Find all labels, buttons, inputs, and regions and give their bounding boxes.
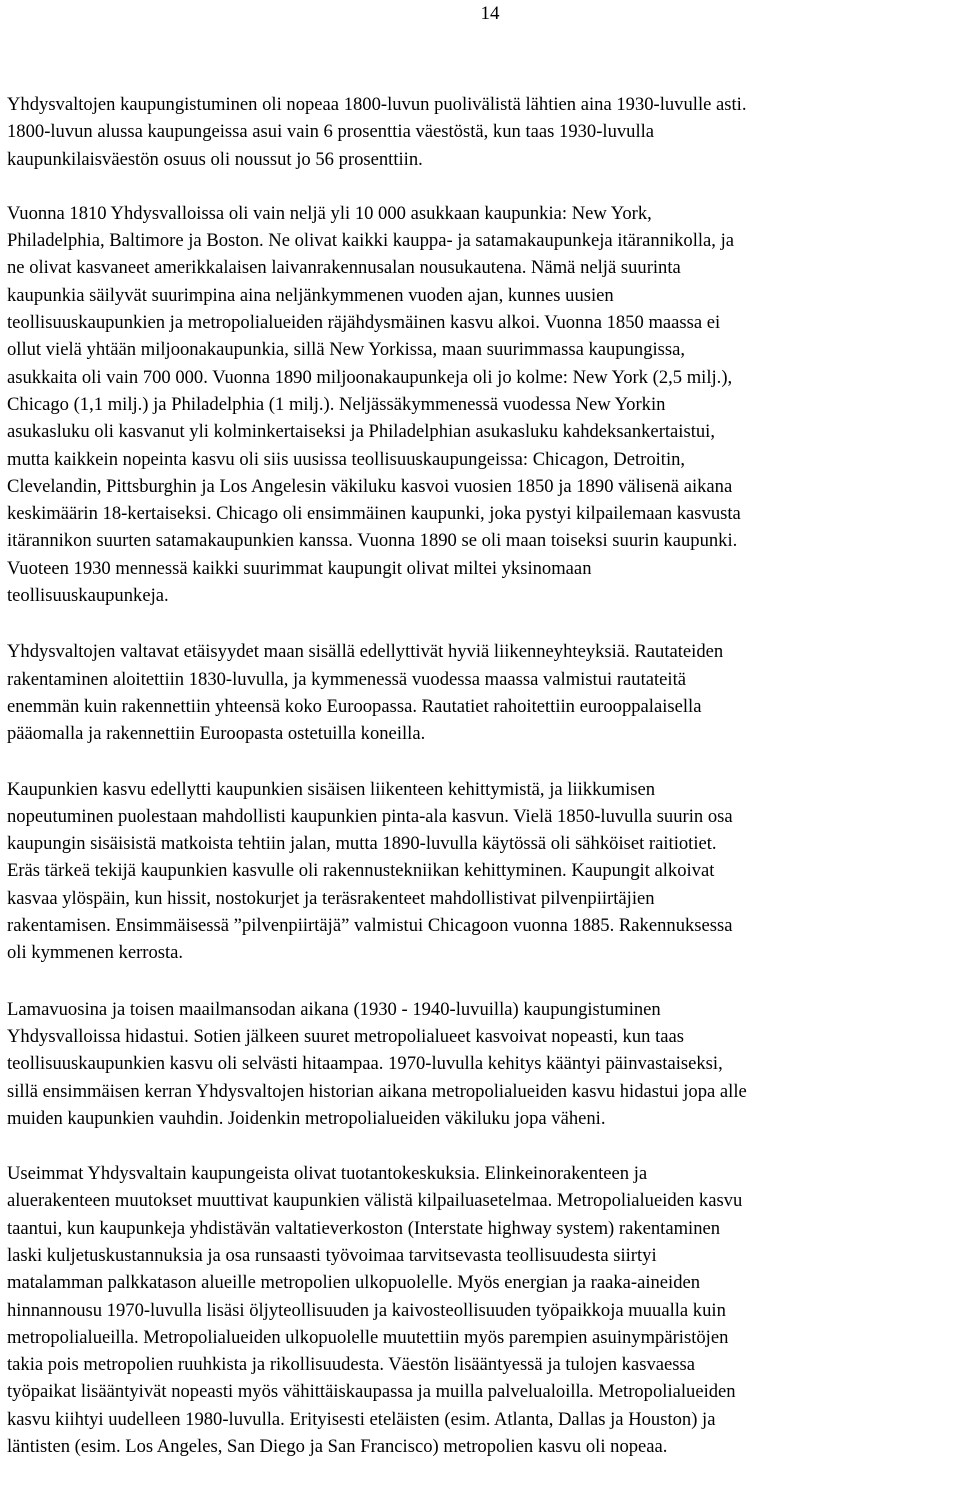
text-line: asukkaita oli vain 700 000. Vuonna 1890 miljoonakaupunkeja oli jo kolme: New York (2,5 milj.), <box>7 366 733 388</box>
text-line: taantui, kun kaupunkeja yhdistävän valtatieverkoston (Interstate highway system) rakentaminen <box>7 1217 721 1239</box>
text-line: Kaupunkien kasvu edellytti kaupunkien sisäisen liikenteen kehittymistä, ja liikkumisen <box>7 778 656 800</box>
text-line: Chicago (1,1 milj.) ja Philadelphia (1 milj.). Neljässäkymmenessä vuodessa New Yorkin <box>7 393 666 415</box>
text-line: aluerakenteen muutokset muuttivat kaupunkien välistä kilpailuasetelmaa. Metropolialueiden kasvu <box>7 1190 743 1212</box>
text-line: Philadelphia, Baltimore ja Boston. Ne olivat kaikki kauppa- ja satamakaupunkeja itärannikolla, ja <box>7 230 735 252</box>
text-line: läntisten (esim. Los Angeles, San Diego ja San Francisco) metropolien kasvu oli nopeaa. <box>7 1436 668 1458</box>
text-line: muiden kaupunkien vauhdin. Joidenkin metropolialueiden väkiluku jopa väheni. <box>7 1107 606 1129</box>
text-line: Eräs tärkeä tekijä kaupunkien kasvulle oli rakennustekniikan kehittyminen. Kaupungit alkoivat <box>7 860 715 882</box>
text-line: takia pois metropolien ruuhkista ja rikollisuudesta. Väestön lisääntyessä ja tulojen kasvaessa <box>7 1354 695 1376</box>
text-line: itärannikon suurten satamakaupunkien kanssa. Vuonna 1890 se oli maan toiseksi suurin kaupunki. <box>7 530 738 552</box>
text-line: Yhdysvalloissa hidastui. Sotien jälkeen suuret metropolialueet kasvoivat nopeasti, kun taas <box>7 1025 684 1047</box>
text-line: asukasluku oli kasvanut yli kolminkertaiseksi ja Philadelphian asukasluku kahdeksankertaistui, <box>7 421 715 443</box>
text-line: Yhdysvaltojen kaupungistuminen oli nopeaa 1800-luvun puolivälistä lähtien aina 1930-luvulle asti. <box>7 94 747 115</box>
text-line: sillä ensimmäisen kerran Yhdysvaltojen historian aikana metropolialueiden kasvu hidastui jopa alle <box>7 1080 747 1102</box>
text-line: kaupungin sisäisistä matkoista tehtiin jalan, mutta 1890-luvulla käytössä oli sähköiset raitiotiet. <box>7 833 717 855</box>
paragraph <box>7 200 957 609</box>
text-line: kaupunkilaisväestön osuus oli noussut jo 56 prosenttiin. <box>7 148 423 170</box>
text-line: keskimäärin 18-kertaiseksi. Chicago oli ensimmäinen kaupunki, joka pystyi kilpailemaan kasvusta <box>7 503 741 525</box>
text-line: matalamman palkkatason alueille metropolien ulkopuolelle. Myös energian ja raaka-aineiden <box>7 1272 701 1294</box>
text-line: rakentaminen aloitettiin 1830-luvulla, ja kymmenessä vuodessa maassa valmistui rautateitä <box>7 668 686 690</box>
text-line: ollut vielä yhtään miljoonakaupunkia, sillä New Yorkissa, maan suurimmassa kaupungissa, <box>7 339 686 361</box>
text-line: teollisuuskaupunkeja. <box>7 585 169 607</box>
text-line: teollisuuskaupunkien kasvu oli selvästi hitaampaa. 1970-luvulla kehitys kääntyi päinvastaiseksi, <box>7 1053 723 1075</box>
text-line: mutta kaikkein nopeinta kasvu oli siis uusissa teollisuuskaupungeissa: Chicagon, Detroitin, <box>7 448 686 470</box>
paragraph <box>7 1160 957 1460</box>
text-line: Vuonna 1810 Yhdysvalloissa oli vain neljä yli 10 000 asukkaan kaupunkia: New York, <box>7 202 652 224</box>
text-line: nopeutuminen puolestaan mahdollisti kaupunkien pinta-ala kasvun. Vielä 1850-luvulla suurin osa <box>7 805 733 827</box>
paragraph <box>7 638 957 747</box>
text-line: kasvu kiihtyi uudelleen 1980-luvulla. Erityisesti eteläisten (esim. Atlanta, Dallas ja Houston) ja <box>7 1408 716 1430</box>
text-line: metropolialueilla. Metropolialueiden ulkopuolelle muutettiin myös parempien asuinympäristöjen <box>7 1326 729 1348</box>
text-line: kaupunkia säilyvät suurimpina aina neljänkymmenen vuoden ajan, kunnes uusien <box>7 284 614 306</box>
text-line: Vuoteen 1930 mennessä kaikki suurimmat kaupungit olivat miltei yksinomaan <box>7 557 592 579</box>
paragraph <box>7 776 957 967</box>
text-line: 1800-luvun alussa kaupungeissa asui vain 6 prosenttia väestöstä, kun taas 1930-luvulla <box>7 121 655 143</box>
text-line: laski kuljetuskustannuksia ja osa runsaasti työvoimaa tarvitsevasta teollisuudesta siirtyi <box>7 1244 657 1266</box>
paragraph <box>7 996 957 1132</box>
text-line: hinnannousu 1970-luvulla lisäsi öljyteollisuuden ja kaivosteollisuuden työpaikkoja muualla kuin <box>7 1299 726 1321</box>
text-line: rakentamisen. Ensimmäisessä ”pilvenpiirtäjä” valmistui Chicagoon vuonna 1885. Rakennuksessa <box>7 915 733 937</box>
page-number: 14 <box>480 3 500 24</box>
text-line: teollisuuskaupunkien ja metropolialueiden räjähdysmäinen kasvu alkoi. Vuonna 1850 maassa ei <box>7 312 721 334</box>
paragraph <box>7 91 957 173</box>
text-line: ne olivat kasvaneet amerikkalaisen laivanrakennusalan nousukautena. Nämä neljä suurinta <box>7 257 681 279</box>
text-line: kasvaa ylöspäin, kun hissit, nostokurjet ja teräsrakenteet mahdollistivat pilvenpiirtäjien <box>7 887 655 909</box>
text-line: Clevelandin, Pittsburghin ja Los Angelesin väkiluku kasvoi vuosien 1850 ja 1890 välisenä aikana <box>7 475 733 497</box>
text-line: pääomalla ja rakennettiin Euroopasta ostetuilla koneilla. <box>7 723 426 745</box>
text-line: enemmän kuin rakennettiin yhteensä koko Euroopassa. Rautatiet rahoitettiin eurooppalaisella <box>7 695 702 717</box>
text-line: Lamavuosina ja toisen maailmansodan aikana (1930 - 1940-luvuilla) kaupungistuminen <box>7 998 661 1020</box>
document-body <box>7 91 957 1488</box>
text-line: oli kymmenen kerrosta. <box>7 942 184 964</box>
text-line: Useimmat Yhdysvaltain kaupungeista olivat tuotantokeskuksia. Elinkeinorakenteen ja <box>7 1163 648 1185</box>
text-line: Yhdysvaltojen valtavat etäisyydet maan sisällä edellyttivät hyviä liikenneyhteyksiä. Rautateiden <box>7 641 724 663</box>
text-line: työpaikat lisääntyivät nopeasti myös vähittäiskaupassa ja muilla palvelualoilla. Metropolialueiden <box>7 1381 736 1403</box>
